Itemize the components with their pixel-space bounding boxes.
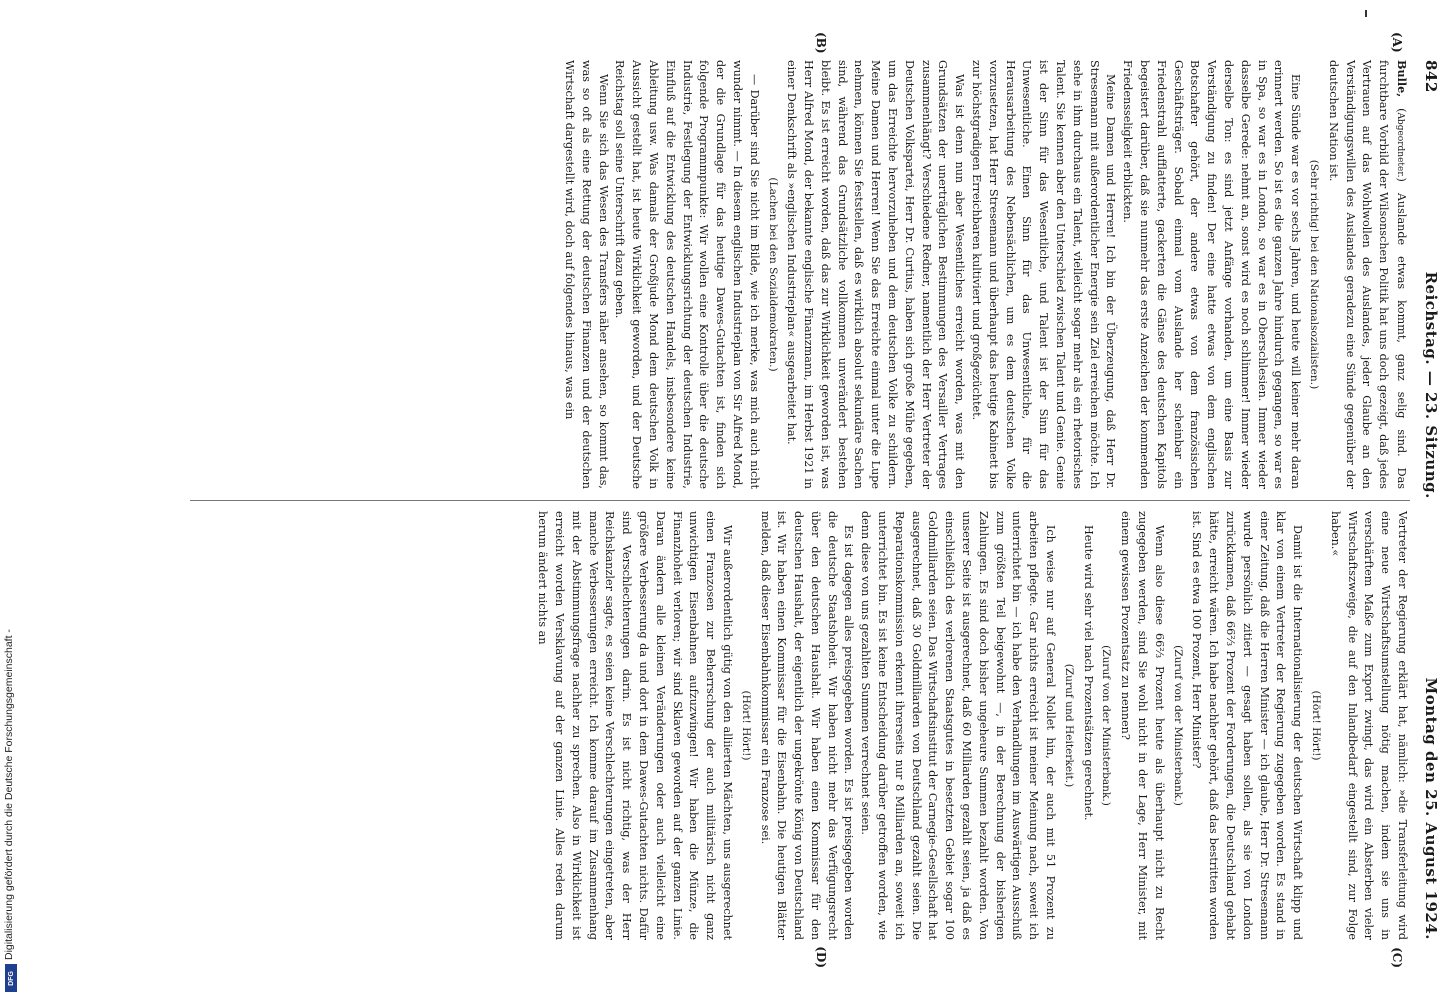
margin-marker-b: (B) [814, 32, 828, 54]
speaker-name: Bulle, [1395, 60, 1409, 98]
paragraph: Ich weise nur auf General Nollet hin, der auch mit 51 Prozent zu arbeiten pflegte. Gar nichts erreicht ist meiner Meinung nach, soweit ich unterrichtet bin — ich habe den Verhandlungen im Auswärtigen Ausschuß zum größten Teil beigewohnt —, in der Berechnung der bisherigen Zahlungen. Es sind doch bisher ungeheure Summen bezahlt worden. Von unserer Seite ist ausgerechnet, daß 60 Milliarden gezahlt seien, ja daß es einschließlich des verlorenen Staatsgutes in besetzten Gebiet sogar 100 Goldmilliarden seien. Das Wirtschaftsinstitut der Carnegie-Gesellschaft hat ausgerechnet, daß 30 Goldmilliarden von Deutschland gezahlt seien. Die Reparationskommission erkennt ihrerseits nur 8 Milliarden an, soweit ich unterrichtet bin. Es ist keine Entscheidung darüber getroffen worden, wie denn diese von uns gezahlten Summen verrechnet seien. [859, 511, 1058, 940]
interjection: (Lachen bei den Sozialdemokraten.) [766, 177, 779, 372]
paragraph: Vertreter der Regierung erklärt hat, nämlich: »die Transferleitung wird eine neue Wirtschaftsumstellung nötig machen, indem sie uns in verschärftem Maße zum Export zwingt, das wird ein Absterben vieler Wirtschaftszweige, die auf den Inlandbedarf eingestellt sind, zur Folge haben.« [1328, 511, 1409, 940]
speaker-line: Bulle, (Abgeordneter.) Auslande etwas kommt, ganz selig sind. Das furchtbare Vorbild der Wilsonschen Politik hat uns doch gezeigt, daß jedes Vertrauen auf das Wohlwollen des Auslandes, jeder Glaube an den Verständigungswillen des Auslandes geradezu eine Sünde gegenüber der deutschen Nation ist. [1326, 60, 1409, 489]
paragraph: Wir außerordentlich gütig von den alliierten Mächten, uns ausgerechnet einen Franzosen zur Beherrschung der auch militärisch nicht ganz unwichtigen Eisenbahnen aufzuzwingen! Wir haben die Münze, die Finanzhoheit verloren; wir sind Sklaven geworden auf der ganzen Linie. Daran ändern alle kleinen Veränderungen oder auch vielleicht eine größere Verbesserung da und dort in dem Dawes-Gutachten nichts. Dafür sind Verschlechterungen darin. Es ist nicht richtig, was der Herr Reichskanzler sagte, es seien keine Verschlechterungen eingetreten, aber manche Verbesserungen erreicht. Ich komme darauf im Zusammenhang mit der Abstimmungsfrage nachher zu sprechen. Also in Wirklichkeit ist erreicht worden Versklavung auf der ganzen Linie. Alles reden darum herum ändert nichts an [536, 511, 734, 940]
page-title: Reichstag. — 23. Sitzung. [1422, 271, 1440, 499]
interjection: (Sehr richtig! bei den Nationalsozialisten.) [1308, 159, 1321, 390]
paragraph: Heute wird sehr viel nach Prozentsätzen gerechnet. [1081, 525, 1095, 821]
interjection: (Zuruf von der Ministerbank.) [1171, 645, 1184, 806]
rotated-page-content [190, 32, 1440, 968]
page-header [1416, 60, 1440, 940]
scanned-page [100, 0, 1440, 1000]
speaker-role: Abgeordneter. [1395, 112, 1405, 178]
paragraph: Eine Sünde war es vor sechs Jahren, und heute will keiner mehr daran erinnert werden. So ist es die ganzen Jahre hindurch gegangen, so war es in Spa, so war es in London, so war es in Oberschlesien. Immer wieder dasselbe Gerede: nehmt an, sonst wird es noch schlimmer! Immer wieder derselbe Ton: es sind jetzt Anfänge vorhanden, um eine Basis zur Verständigung zu finden! Der eine hatte etwas von dem englischen Botschafter gehört, der andere etwas von dem französischen Geschäftsträger. Sobald einmal vom Auslande her scheinbar ein Friedenstrahl aufflatterte, gackerten die Gänse des deutschen Kapitols begeistert darüber, daß sie nunmehr das erste Anzeichen der kommenden Friedensseligkeit erblickten. [1121, 60, 1303, 489]
margin-marker-c: (C) [1390, 947, 1404, 968]
dfg-logo-icon: DFG [5, 964, 17, 992]
paragraph: Es ist dagegen alles preisgegeben worden. Es ist preisgegeben worden die deutsche Staatshoheit. Wir haben nicht mehr das Verfügungsrecht über den deutschen Haushalt. Wir haben einen Kommissar für den deutschen Haushalt, der eigentlich der ungekrönte König von Deutschland ist. Wir haben einen Kommissar für die Eisenbahn. Die heutigen Blätter melden, daß dieser Eisenbahnkommissar ein Franzose sei. [758, 511, 856, 940]
column-left [190, 60, 1410, 489]
paragraph: — Darüber sind Sie nicht im Bilde, wie ich merke, was mich auch nicht wunder nimmt. — In diesem englischen Industrieplan von Sir Alfred Mond, der die Grundlage für das heutige Dawes-Gutachten ist, finden sich folgende Programmpunkte: Wir wollen eine Kontrolle über die deutsche Industrie, Festlegung der Entwicklungsrichtung der deutschen Industrie, Einfluß auf die Entwicklung des deutschen Handels, insbesondere keine Ableitung usw. Was damals der Großjude Mond dem deutschen Volk in Aussicht gestellt hat, ist heute Wirklichkeit geworden, und der Deutsche Reichstag soll seine Unterschrift dazu geben. [613, 60, 761, 489]
margin-marker-d: (D) [814, 946, 828, 968]
text-columns [190, 60, 1410, 940]
paragraph: Was ist denn nun aber Wesentliches erreicht worden, was mit den Grundsätzen der unerträglichen Bestimmungen des Versailler Vertrages zusammenhängt? Verschiedene Redner, namentlich der Herr Vertreter der Deutschen Volkspartei, Herr Dr. Curtius, haben sich große Mühe gegeben, um das Erreichte hervorzuheben und dem deutschen Volke zu schildern. Meine Damen und Herren! Wenn Sie das Erreichte einmal unter die Lupe nehmen, können Sie feststellen, daß es wirklich absolut sekundäre Sachen sind, während das Grundsätzliche vollkommen unverändert bestehen bleibt. Es ist erreicht worden, daß das zur Wirklichkeit geworden ist, was Herr Alfred Mond, der bekannte englische Finanzmann, im Herbst 1921 in einer Denkschrift als »englischen Industrieplan« ausgearbeitet hat. [785, 60, 967, 489]
paragraph: Wenn also diese 66⅔ Prozent heute als überhaupt nicht zu Recht zugegeben werden, sind Sie wohl nicht in der Lage, Herr Minister, mit einem gewissen Prozentsatz zu nennen? [1119, 511, 1166, 940]
interjection: (Zuruf und Heiterkeit.) [1062, 663, 1075, 788]
paragraph: Damit ist die Internationalisierung der deutschen Wirtschaft klipp und klar von einem Vertreter der Regierung zugegeben worden. Es stand in einer Zeitung, daß die Herren Minister — ich glaube, Herr Dr. Stresemann wurde persönlich zitiert — gesagt haben sollen, als sie von London zurückkamen, daß 66⅔ Prozent der Forderungen, die Deutschland gehabt hätte, erreicht wären. Ich habe nachher gehört, daß das bestritten worden ist. Sind es etwa 100 Prozent, Herr Minister? [1190, 511, 1305, 940]
paragraph: Auslande etwas kommt, ganz selig sind. Das furchtbare Vorbild der Wilsonschen Politik hat uns doch gezeigt, daß jedes Vertrauen auf das Wohlwollen des Auslandes, jeder Glaube an den Verständigungswillen des Auslandes geradezu eine Sünde gegenüber der deutschen Nation ist. [1326, 60, 1408, 489]
interjection: (Hört! Hört!) [739, 690, 752, 761]
column-right [190, 511, 1410, 940]
dfg-credit-text: Digitalisierung gefördert durch die Deutsche Forschungsgemeinschaft - [3, 629, 15, 960]
interjection: (Hört! Hört!) [1310, 690, 1323, 761]
margin-marker-a: (A) [1390, 32, 1404, 53]
page-number: 842 [1422, 60, 1440, 93]
dfg-credit-sidebar [4, 0, 18, 1000]
paragraph: Meine Damen und Herren! Ich bin der Überzeugung, daß Herr Dr. Stresemann mit außerordentlicher Energie sein Ziel erreichen möchte. Ich sehe in ihm durchaus ein Talent, vielleicht sogar mehr als ein rhetorisches Talent. Sie kennen aber den Unterschied zwischen Talent und Genie. Genie ist der Sinn für das Wesentliche, und Talent ist der Sinn für das Unwesentliche. Einen Sinn für das Unwesentliche, für die Herausarbeitung des Nebensächlichen, um es dem deutschen Volke vorzusetzen, hat Herr Stresemann und überhaupt das heutige Kabinett bis zur höchstgradigen Erreichbaren kultiviert und großgezüchtet. [970, 60, 1118, 489]
interjection: (Zuruf von der Ministerbank.) [1100, 645, 1113, 806]
paragraph: Wenn Sie sich das Wesen des Transfers näher ansehen, so kommt das, was so oft als eine Rettung der deutschen Finanzen und der deutschen Wirtschaft dargestellt wird, doch auf folgendes hinaus, was ein [562, 60, 610, 489]
page-date: Montag den 25. August 1924. [1422, 677, 1440, 940]
